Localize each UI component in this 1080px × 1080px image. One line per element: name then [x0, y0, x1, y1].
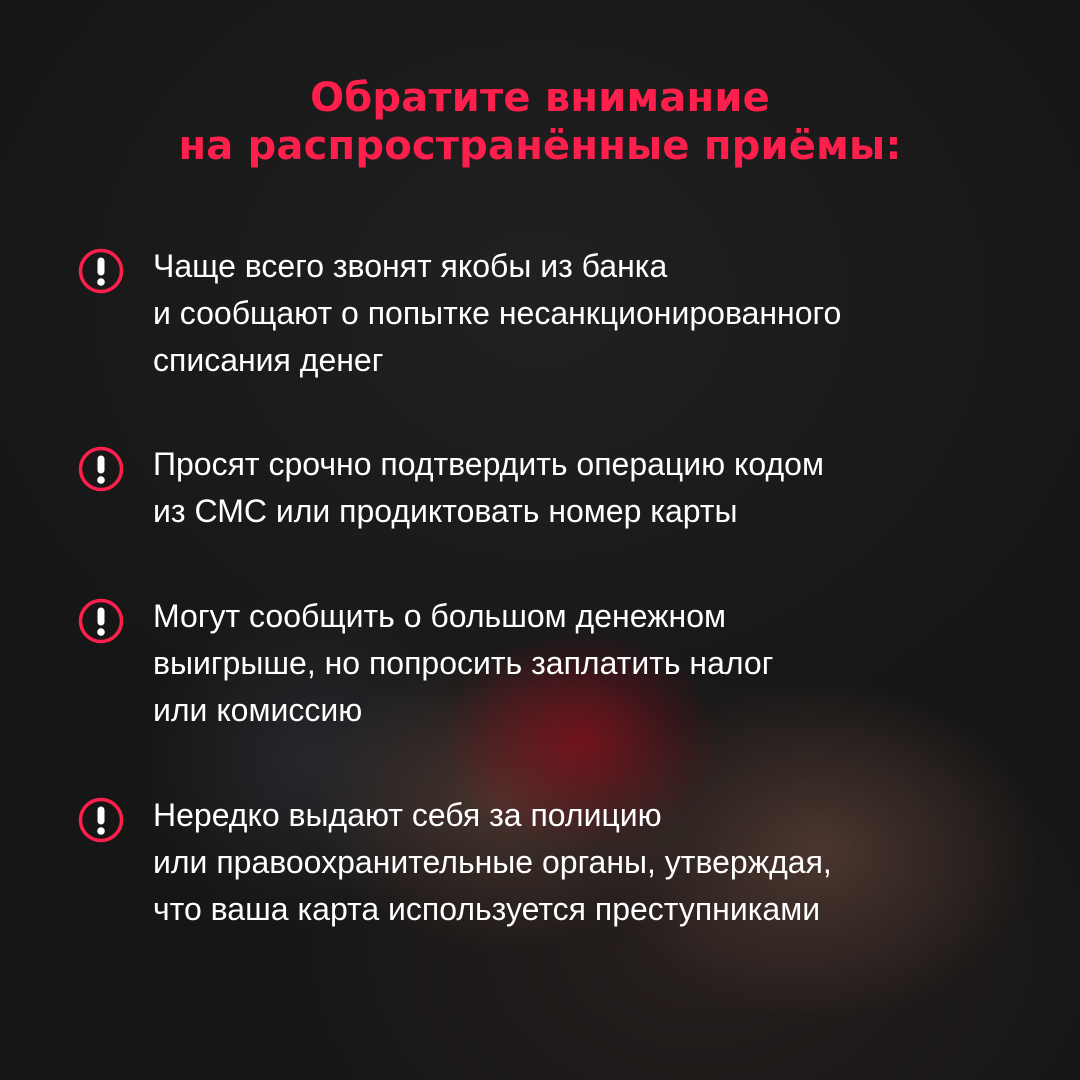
exclamation-circle-icon — [76, 596, 126, 646]
list-item-text — [153, 441, 1033, 535]
list-item-text — [153, 792, 1033, 933]
list-item-line: из СМС или продиктовать номер карты — [153, 493, 738, 529]
list-item-text — [153, 593, 1033, 734]
list-item-line: или правоохранительные органы, утверждая, — [153, 844, 832, 880]
list-item-line: Нередко выдают себя за полицию — [153, 797, 662, 833]
list-item-line: списания денег — [153, 342, 384, 378]
title-line-1: Обратите внимание — [310, 75, 770, 121]
exclamation-circle-icon — [76, 795, 126, 845]
list-item-line: выигрыше, но попросить заплатить налог — [153, 645, 774, 681]
list-item-line: что ваша карта используется преступниками — [153, 891, 821, 927]
page-title — [0, 74, 1080, 170]
list-item-text — [153, 243, 1033, 384]
list-item-line: или комиссию — [153, 692, 363, 728]
exclamation-circle-icon — [76, 444, 126, 494]
list-item-line: Просят срочно подтвердить операцию кодом — [153, 446, 824, 482]
list-item-line: Могут сообщить о большом денежном — [153, 598, 726, 634]
list-item-line: и сообщают о попытке несанкционированного — [153, 295, 842, 331]
exclamation-circle-icon — [76, 246, 126, 296]
list-item-line: Чаще всего звонят якобы из банка — [153, 248, 668, 284]
title-line-2: на распространённые приёмы: — [178, 123, 902, 169]
